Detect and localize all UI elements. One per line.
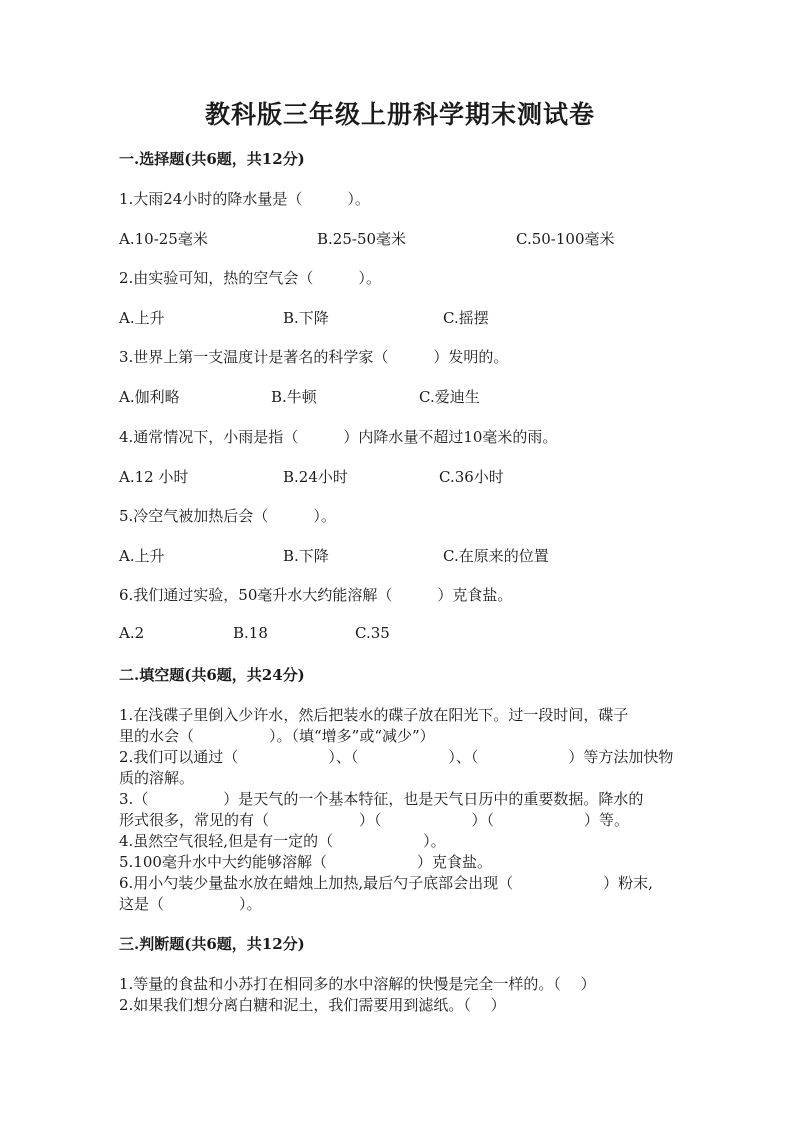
judge-line: 2.如果我们想分离白糖和泥土，我们需要用到滤纸。（ ） [119, 996, 506, 1014]
option-b: B.25-50毫米 [317, 230, 407, 248]
option-a: A.12 小时 [119, 468, 189, 486]
fill-line: 1.在浅碟子里倒入少许水，然后把装水的碟子放在阳光下。过一段时间，碟子 [119, 706, 629, 724]
question-stem: 2.由实验可知，热的空气会（ ）。 [119, 269, 381, 287]
option-b: B.下降 [283, 309, 329, 327]
option-a: A.10-25毫米 [119, 230, 208, 248]
option-a: A.伽利略 [119, 388, 180, 406]
fill-line: 2.我们可以通过（ ）、（ ）、（ ）等方法加快物 [119, 748, 674, 766]
option-c: C.35 [355, 624, 390, 642]
fill-line: 3.（ ）是天气的一个基本特征，也是天气日历中的重要数据。降水的 [119, 790, 644, 808]
page-title: 教科版三年级上册科学期末测试卷 [204, 100, 595, 129]
judge-line: 1.等量的食盐和小苏打在相同多的水中溶解的快慢是完全一样的。（ ） [119, 975, 596, 993]
option-c: C.50-100毫米 [516, 230, 615, 248]
question-stem: 1.大雨24小时的降水量是（ ）。 [119, 190, 370, 208]
fill-line: 6.用小勺装少量盐水放在蜡烛上加热,最后勺子底部会出现（ ）粉末, [119, 874, 653, 892]
option-b: B.24小时 [283, 468, 348, 486]
question-stem: 3.世界上第一支温度计是著名的科学家（ ）发明的。 [119, 348, 509, 366]
fill-line: 质的溶解。 [119, 769, 195, 787]
question-stem: 5.冷空气被加热后会（ ）。 [119, 507, 336, 525]
fill-line: 4.虽然空气很轻,但是有一定的（ ）。 [119, 832, 446, 850]
option-c: C.爱迪生 [419, 388, 480, 406]
fill-line: 5.100毫升水中大约能够溶解（ ）克食盐。 [119, 853, 492, 871]
option-a: A.2 [119, 624, 145, 642]
section-heading-fill: 二.填空题(共6题，共24分) [119, 666, 305, 684]
option-b: B.下降 [283, 547, 329, 565]
option-c: C.在原来的位置 [443, 547, 549, 565]
option-a: A.上升 [119, 547, 165, 565]
fill-line: 形式很多，常见的有（ ）（ ）（ ）等。 [119, 811, 630, 829]
section-heading-judge: 三.判断题(共6题，共12分) [119, 935, 305, 953]
question-stem: 6.我们通过实验，50毫升水大约能溶解（ ）克食盐。 [119, 586, 513, 604]
question-stem: 4.通常情况下，小雨是指（ ）内降水量不超过10毫米的雨。 [119, 428, 558, 446]
option-c: C.36小时 [439, 468, 504, 486]
section-heading-choice: 一.选择题(共6题，共12分) [119, 150, 305, 168]
option-a: A.上升 [119, 309, 165, 327]
option-b: B.牛顿 [271, 388, 317, 406]
option-c: C.摇摆 [443, 309, 489, 327]
fill-line: 里的水会（ ）。（填“增多”或“减少”） [119, 727, 435, 745]
fill-line: 这是（ ）。 [119, 895, 262, 913]
option-b: B.18 [233, 624, 268, 642]
